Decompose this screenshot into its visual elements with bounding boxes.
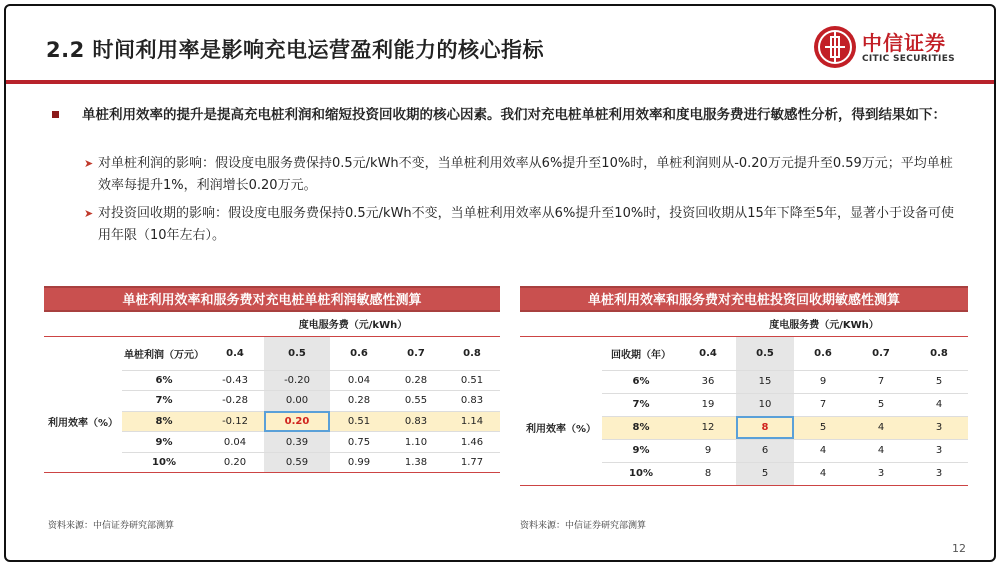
table-cell: 0.83 [444,391,500,412]
row-group-label: 利用效率（%） [47,417,119,429]
arrow-bullet-icon: ➤ [84,157,94,170]
col-header: 0.8 [930,347,948,359]
source-note: 资料来源：中信证券研究部测算 [520,521,647,531]
table-cell: 36 [680,370,736,393]
table-title: 单桩利用效率和服务费对充电桩单桩利润敏感性测算 [44,286,500,312]
table-cell: 3 [852,462,910,485]
table-cell: 7 [794,393,852,416]
table-cell: -0.28 [206,391,264,412]
table-cell: 3 [910,439,968,462]
table-cell: 0.51 [444,370,500,391]
source-note: 资料来源：中信证券研究部测算 [48,521,175,531]
main-bullet-text: 单桩利用效率的提升是提高充电桩利润和缩短投资回收期的核心因素。我们对充电桩单桩利用效率和度电服务费进行敏感性分析，得到结果如下： [82,107,946,123]
table-cell: 1.10 [388,432,444,453]
sub-bullet-profit [84,153,964,197]
table-cell: 0.83 [388,411,444,432]
slide-title: 2.2 时间利用率是影响充电运营盈利能力的核心指标 [46,38,545,62]
table-cell: 0.39 [264,432,330,453]
table-cell: 1.14 [444,411,500,432]
table-title: 单桩利用效率和服务费对充电桩投资回收期敏感性测算 [520,286,968,312]
row-label: 8% [122,411,206,432]
table-cell: 10 [736,393,794,416]
row-label: 9% [602,439,680,462]
table-cell: 15 [736,370,794,393]
table-cell: 9 [794,370,852,393]
table-cell: 3 [910,462,968,485]
sub-bullet-text: 对投资回收期的影响：假设度电服务费保持0.5元/kWh不变，当单桩利用效率从6%提升至10%时，投资回收期从15年下降至5年，显著小于设备可使用年限（10年左右）。 [98,206,955,243]
table-cell: -0.20 [264,370,330,391]
table-cell: 0.20 [206,452,264,473]
row-label: 6% [122,370,206,391]
table-cell: 4 [794,439,852,462]
title-divider [6,80,994,84]
row-label: 8% [602,416,680,439]
highlighted-cell: 8 [736,416,794,439]
table-cell: 3 [910,416,968,439]
table-cell: 0.00 [264,391,330,412]
logo-english-text: CITIC SECURITIES [862,54,955,64]
col-header: 0.8 [463,347,481,359]
row-label: 9% [122,432,206,453]
table-cell: 0.55 [388,391,444,412]
highlighted-cell: 0.20 [264,411,330,432]
table-cell: 5 [852,393,910,416]
table-cell: 1.77 [444,452,500,473]
row-label: 10% [602,462,680,485]
table-cell: 5 [910,370,968,393]
row-group-label: 利用效率（%） [525,423,597,435]
profit-sensitivity-table [44,312,500,473]
table-cell: 19 [680,393,736,416]
citic-seal-icon [814,26,856,68]
table-cell: 1.38 [388,452,444,473]
col-header: 0.5 [264,336,330,370]
table-cell: 0.99 [330,452,388,473]
table-cell: 9 [680,439,736,462]
table-cell: 0.04 [206,432,264,453]
table-cell: 6 [736,439,794,462]
table-cell: 7 [852,370,910,393]
payback-sensitivity-table [520,312,968,486]
arrow-bullet-icon: ➤ [84,207,94,220]
square-bullet-icon [52,111,59,118]
table-cell: 0.28 [388,370,444,391]
payback-sensitivity-panel [520,286,968,486]
corner-label: 单桩利润（万元） [124,349,204,361]
table-cell: 4 [910,393,968,416]
table-cell: 1.46 [444,432,500,453]
table-cell: 0.75 [330,432,388,453]
table-cell: 8 [680,462,736,485]
citic-logo [814,22,964,72]
table-cell: 5 [794,416,852,439]
fee-header: 度电服务费（元/kWh） [298,320,408,332]
col-header: 0.7 [407,347,425,359]
table-cell: 5 [736,462,794,485]
row-label: 6% [602,370,680,393]
profit-sensitivity-panel [44,286,500,486]
table-cell: 0.51 [330,411,388,432]
col-header: 0.4 [226,347,244,359]
table-cell: 4 [852,439,910,462]
col-header: 0.6 [350,347,368,359]
sub-bullet-payback [84,203,964,247]
table-cell: -0.12 [206,411,264,432]
slide [4,4,996,562]
col-header: 0.6 [814,347,832,359]
page-number: 12 [952,542,966,555]
table-cell: -0.43 [206,370,264,391]
row-label: 7% [122,391,206,412]
logo-chinese-text: 中信证券 [862,31,946,55]
corner-label: 回收期（年） [611,349,671,361]
table-cell: 4 [794,462,852,485]
col-header: 0.5 [736,336,794,370]
sub-bullet-text: 对单桩利润的影响：假设度电服务费保持0.5元/kWh不变，当单桩利用效率从6%提升至10%时，单桩利润则从-0.20万元提升至0.59万元；平均单桩效率每提升1%，利润增长0.20万元。 [98,156,953,193]
row-label: 7% [602,393,680,416]
table-cell: 0.59 [264,452,330,473]
table-cell: 4 [852,416,910,439]
fee-header: 度电服务费（元/KWh） [769,320,879,332]
col-header: 0.7 [872,347,890,359]
table-cell: 0.04 [330,370,388,391]
col-header: 0.4 [699,347,717,359]
table-cell: 12 [680,416,736,439]
main-bullet [52,104,962,126]
row-label: 10% [122,452,206,473]
table-cell: 0.28 [330,391,388,412]
